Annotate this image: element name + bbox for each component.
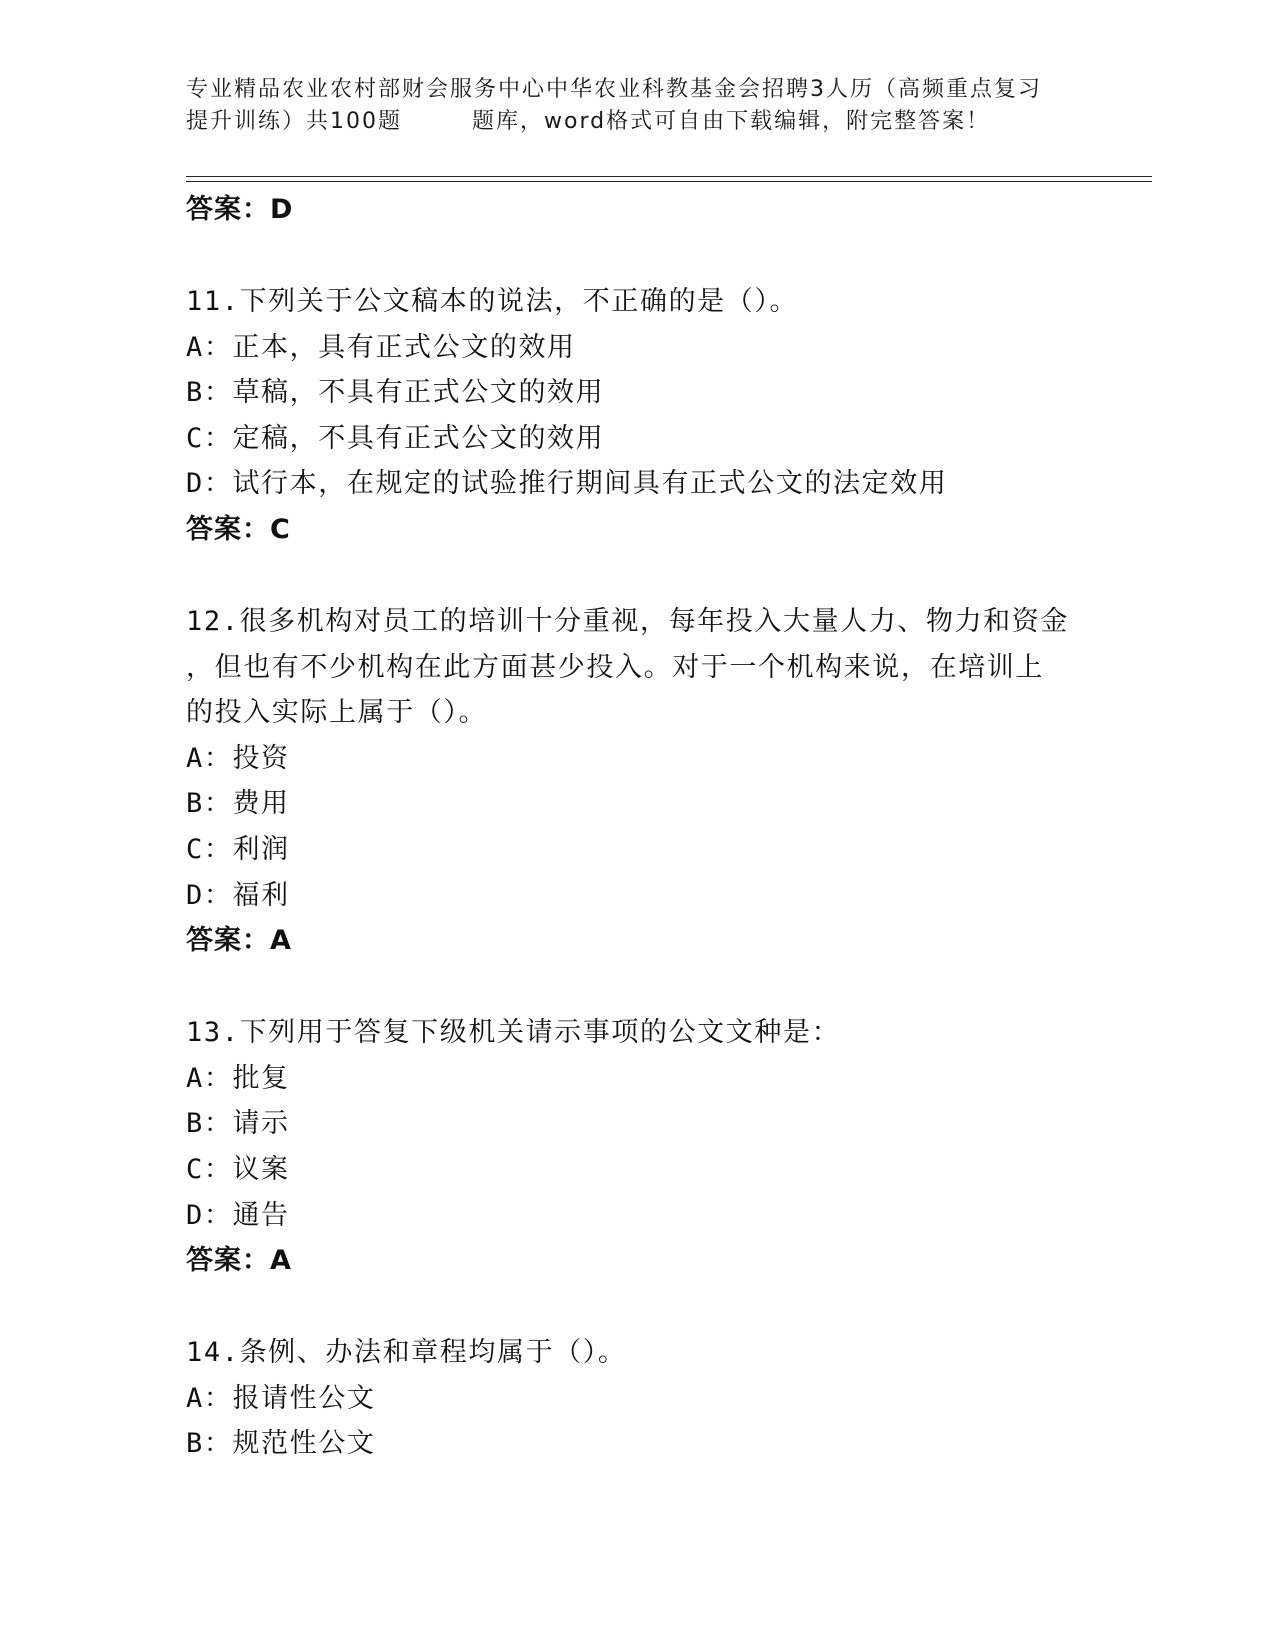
option-a: A：投资 [186,742,290,774]
question-text: 12.很多机构对员工的培训十分重视，每年投入大量人力、物力和资金 [186,605,1069,637]
option-c: C：议案 [186,1153,290,1185]
page-header [186,74,1086,138]
question-text: 14.条例、办法和章程均属于（）。 [186,1337,627,1369]
question-text: 的投入实际上属于（）。 [186,697,488,729]
answer-line: 答案：A [186,1245,292,1277]
question-text: ，但也有不少机构在此方面甚少投入。对于一个机构来说，在培训上 [186,651,1044,683]
option-c: C：利润 [186,833,290,865]
option-d: D：通告 [186,1199,290,1231]
option-c: C：定稿，不具有正式公文的效用 [186,422,605,454]
answer-line: 答案：A [186,925,292,957]
header-rule-top [186,176,1152,177]
header-line-1: 专业精品农业农村部财会服务中心中华农业科教基金会招聘3人历（高频重点复习 [186,77,1042,102]
option-a: A：批复 [186,1062,290,1094]
option-d: D：试行本，在规定的试验推行期间具有正式公文的法定效用 [186,468,948,500]
answer-line: 答案：D [186,194,294,225]
option-d: D：福利 [186,879,290,911]
question-12 [186,599,1152,964]
question-list [186,187,1152,1467]
option-b: B：草稿，不具有正式公文的效用 [186,377,605,409]
question-14 [186,1330,1152,1467]
question-13 [186,1010,1152,1284]
option-b: B：规范性公文 [186,1428,376,1460]
answer-line: 答案：C [186,513,291,545]
header-line-2-left: 提升训练）共100题 [186,109,402,134]
question-text: 11.下列关于公文稿本的说法，不正确的是（）。 [186,286,799,317]
question-11 [186,279,1152,553]
option-b: B：费用 [186,788,290,820]
header-line-2 [186,106,1086,138]
question-text: 13.下列用于答复下级机关请示事项的公文文种是： [186,1017,841,1049]
header-rule-bottom [186,181,1152,182]
option-a: A：正本，具有正式公文的效用 [186,331,576,363]
option-b: B：请示 [186,1108,290,1140]
option-a: A：报请性公文 [186,1382,376,1414]
header-line-2-right: 题库，word格式可自由下载编辑，附完整答案！ [472,109,991,134]
